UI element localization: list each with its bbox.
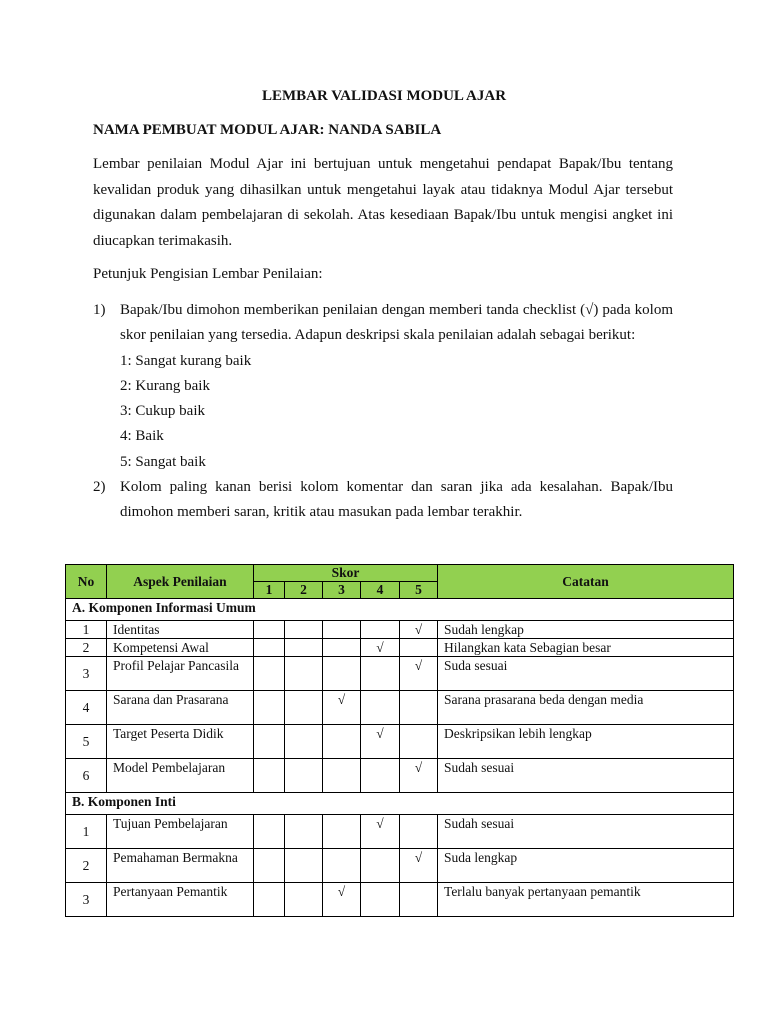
section-title: B. Komponen Inti [66,793,734,815]
row-aspek: Target Peserta Didik [107,725,254,759]
score-cell-2[interactable] [285,691,323,725]
score-cell-3[interactable] [323,621,361,639]
check-mark: √ [414,622,423,637]
score-cell-1[interactable] [254,657,285,691]
row-catatan: Sudah sesuai [438,815,734,849]
instruction-text: Bapak/Ibu dimohon memberikan penilaian dengan memberi tanda checklist (√) pada kolom skor penilaian yang tersedia. Adapun deskripsi skala penilaian adalah sebagai berikut: [120,302,673,344]
score-cell-1[interactable] [254,815,285,849]
row-catatan: Deskripsikan lebih lengkap [438,725,734,759]
scale-item: 4: Baik [120,428,164,445]
header-score-5: 5 [400,582,438,599]
score-cell-3[interactable] [323,657,361,691]
score-cell-3[interactable] [323,691,361,725]
score-cell-2[interactable] [285,657,323,691]
row-catatan: Hilangkan kata Sebagian besar [438,639,734,657]
score-cell-1[interactable] [254,621,285,639]
table-row [66,639,734,657]
check-mark: √ [376,640,384,655]
score-cell-1[interactable] [254,849,285,883]
table-row [66,883,734,917]
author-line: NAMA PEMBUAT MODUL AJAR: NANDA SABILA [93,122,442,138]
scale-item: 5: Sangat baik [120,453,206,470]
score-cell-3[interactable] [323,883,361,917]
row-aspek: Tujuan Pembelajaran [107,815,254,849]
check-mark: √ [376,816,384,831]
score-cell-5[interactable] [400,849,438,883]
score-cell-2[interactable] [285,759,323,793]
header-skor: Skor [254,565,438,582]
score-cell-5[interactable] [400,759,438,793]
score-cell-3[interactable] [323,759,361,793]
score-cell-5[interactable] [400,725,438,759]
row-number: 1 [66,621,107,639]
instruction-item [93,298,673,349]
header-score-1: 1 [254,582,285,599]
score-cell-5[interactable] [400,883,438,917]
instruction-number: 2) [93,479,106,496]
score-cell-4[interactable] [361,691,400,725]
row-number: 1 [66,815,107,849]
row-number: 2 [66,849,107,883]
score-cell-4[interactable] [361,849,400,883]
scale-item: 3: Cukup baik [120,403,205,420]
score-cell-3[interactable] [323,639,361,657]
header-no: No [66,565,107,599]
score-cell-2[interactable] [285,639,323,657]
section-row [66,599,734,621]
score-cell-2[interactable] [285,883,323,917]
score-cell-3[interactable] [323,815,361,849]
score-cell-3[interactable] [323,725,361,759]
row-catatan: Suda lengkap [438,849,734,883]
header-score-4: 4 [361,582,400,599]
table-row [66,691,734,725]
header-score-2: 2 [285,582,323,599]
row-aspek: Sarana dan Prasarana [107,691,254,725]
row-number: 4 [66,691,107,725]
score-cell-4[interactable] [361,621,400,639]
row-number: 5 [66,725,107,759]
score-cell-2[interactable] [285,621,323,639]
table-row [66,849,734,883]
score-cell-2[interactable] [285,815,323,849]
check-mark: √ [376,726,384,741]
table-row [66,657,734,691]
score-cell-1[interactable] [254,725,285,759]
check-mark: √ [337,692,346,707]
header-score-3: 3 [323,582,361,599]
scale-item: 1: Sangat kurang baik [120,352,252,369]
score-cell-5[interactable] [400,639,438,657]
row-aspek: Pertanyaan Pemantik [107,883,254,917]
section-row [66,793,734,815]
instruction-text: Kolom paling kanan berisi kolom komentar dan saran jika ada kesalahan. Bapak/Ibu dimohon memberi saran, kritik atau masukan pada lembar terakhir. [120,479,673,521]
check-mark: √ [414,658,423,673]
header-aspek: Aspek Penilaian [107,565,254,599]
row-aspek: Identitas [107,621,254,639]
table-body [66,599,734,917]
assessment-table [65,564,734,917]
instruction-number: 1) [93,302,106,318]
score-cell-1[interactable] [254,691,285,725]
scale-item: 2: Kurang baik [120,377,210,394]
score-cell-3[interactable] [323,849,361,883]
score-cell-4[interactable] [361,639,400,657]
row-catatan: Sarana prasarana beda dengan media [438,691,734,725]
score-cell-5[interactable] [400,691,438,725]
row-aspek: Profil Pelajar Pancasila [107,657,254,691]
row-catatan: Suda sesuai [438,657,734,691]
row-number: 3 [66,657,107,691]
score-cell-4[interactable] [361,657,400,691]
section-title: A. Komponen Informasi Umum [66,599,734,621]
row-catatan: Sudah sesuai [438,759,734,793]
score-cell-4[interactable] [361,883,400,917]
table-row [66,725,734,759]
header-catatan: Catatan [438,565,734,599]
score-cell-1[interactable] [254,883,285,917]
table-row [66,621,734,639]
score-cell-1[interactable] [254,759,285,793]
check-mark: √ [414,760,423,775]
row-catatan: Sudah lengkap [438,621,734,639]
check-mark: √ [414,850,423,865]
score-cell-5[interactable] [400,815,438,849]
document-title: LEMBAR VALIDASI MODUL AJAR [261,88,507,104]
score-cell-5[interactable] [400,657,438,691]
score-cell-1[interactable] [254,639,285,657]
instructions-heading: Petunjuk Pengisian Lembar Penilaian: [93,266,323,282]
intro-paragraph: Lembar penilaian Modul Ajar ini bertujuan untuk mengetahui pendapat Bapak/Ibu tentang kevalidan produk yang dihasilkan untuk mengetahui layak atau tidaknya Modul Ajar tersebut digunakan dalam pembelajaran di sekolah. Atas kesediaan Bapak/Ibu untuk mengisi angket ini diucapkan terimakasih. [93,156,673,249]
score-cell-2[interactable] [285,725,323,759]
row-catatan: Terlalu banyak pertanyaan pemantik [438,883,734,917]
row-number: 3 [66,883,107,917]
table-row [66,759,734,793]
instructions-list [93,298,673,526]
score-cell-4[interactable] [361,759,400,793]
check-mark: √ [337,884,346,899]
row-aspek: Kompetensi Awal [107,639,254,657]
score-cell-4[interactable] [361,725,400,759]
instruction-item [93,475,673,526]
row-aspek: Model Pembelajaran [107,759,254,793]
row-number: 2 [66,639,107,657]
score-cell-5[interactable] [400,621,438,639]
table-row [66,815,734,849]
score-cell-2[interactable] [285,849,323,883]
row-aspek: Pemahaman Bermakna [107,849,254,883]
row-number: 6 [66,759,107,793]
score-cell-4[interactable] [361,815,400,849]
